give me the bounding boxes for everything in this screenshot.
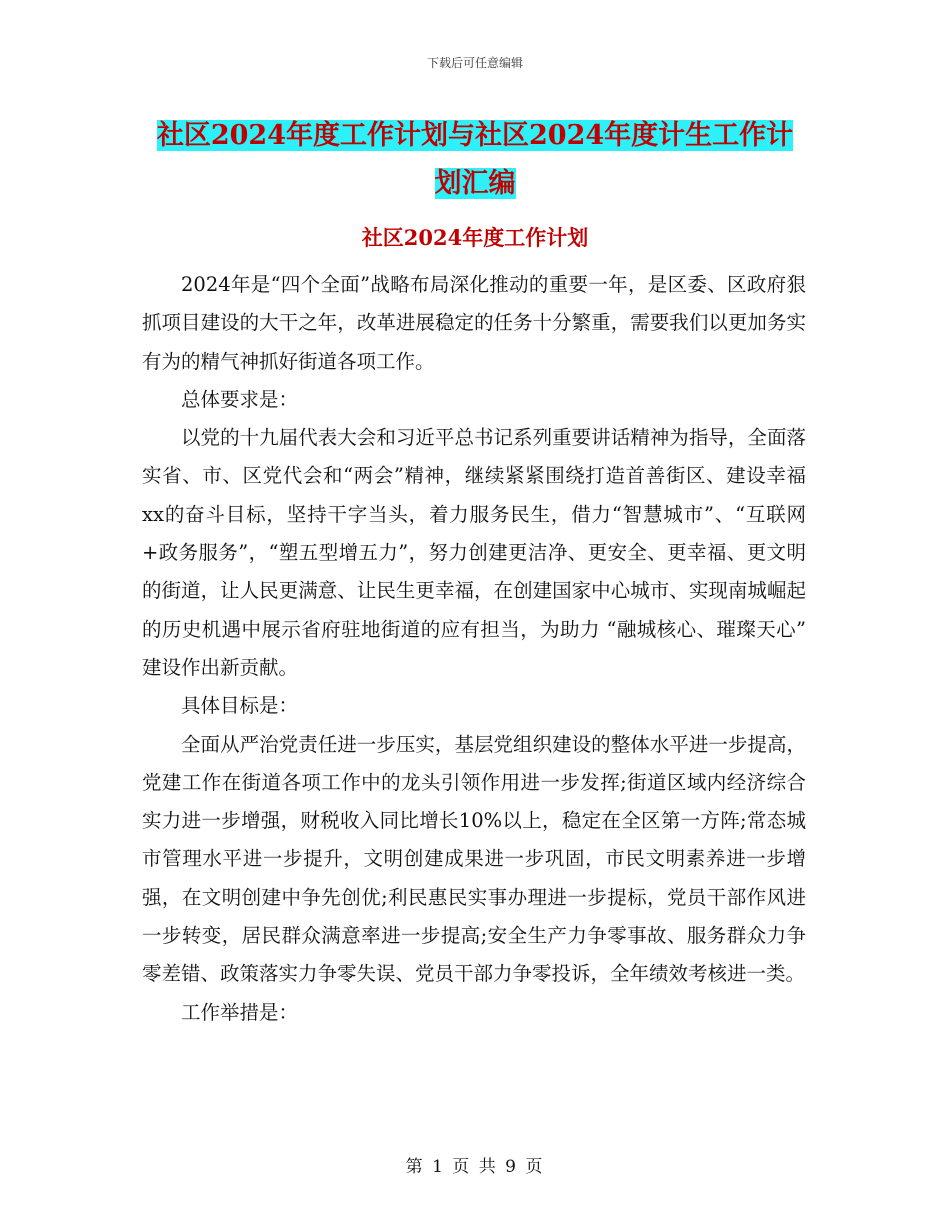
paragraph: 2024年是“四个全面”战略布局深化推动的重要一年，是区委、区政府狠抓项目建设的大干之年，改革进展稳定的任务十分繁重，需要我们以更加务实有为的精气神抓好街道各项工作。 xyxy=(142,273,806,373)
paragraph: 工作举措是： xyxy=(181,1000,299,1024)
page-footer: 第 1 页 共 9 页 xyxy=(405,1157,545,1177)
paragraph: 总体要求是： xyxy=(181,387,299,411)
paragraph: 具体目标是： xyxy=(181,694,299,718)
document-body xyxy=(142,266,806,1032)
document-title xyxy=(150,112,800,208)
paragraph: 以党的十九届代表大会和习近平总书记系列重要讲话精神为指导，全面落实省、市、区党代会和“两会”精神，继续紧紧围绕打造首善街区、建设幸福xx的奋斗目标，坚持干字当头，着力服务民生，借力“智慧城市”、“互联网+政务服务”，“塑五型增五力”，努力创建更洁净、更安全、更幸福、更文明的街道，让人民更满意、让民生更幸福，在创建国家中心城市、实现南城崛起的历史机遇中展示省府驻地街道的应有担当，为助力 “融城核心、璀璨天心” 建设作出新贡献。 xyxy=(142,426,806,679)
page-header-note: 下载后可任意编辑 xyxy=(426,56,523,70)
paragraph: 全面从严治党责任进一步压实，基层党组织建设的整体水平进一步提高，党建工作在街道各项工作中的龙头引领作用进一步发挥;街道区域内经济综合实力进一步增强，财税收入同比增长10%以上，稳定在全区第一方阵;常态城市管理水平进一步提升，文明创建成果进一步巩固，市民文明素养进一步增强，在文明创建中争先创优;利民惠民实事办理进一步提标，党员干部作风进一步转变，居民群众满意率进一步提高;安全生产力争零事故、服务群众力争零差错、政策落实力争零失误、党员干部力争零投诉，全年绩效考核进一类。 xyxy=(142,732,806,986)
document-title-text: 社区2024年度工作计划与社区2024年度计生工作计划汇编 xyxy=(156,120,794,199)
section-title: 社区2024年度工作计划 xyxy=(361,225,589,250)
